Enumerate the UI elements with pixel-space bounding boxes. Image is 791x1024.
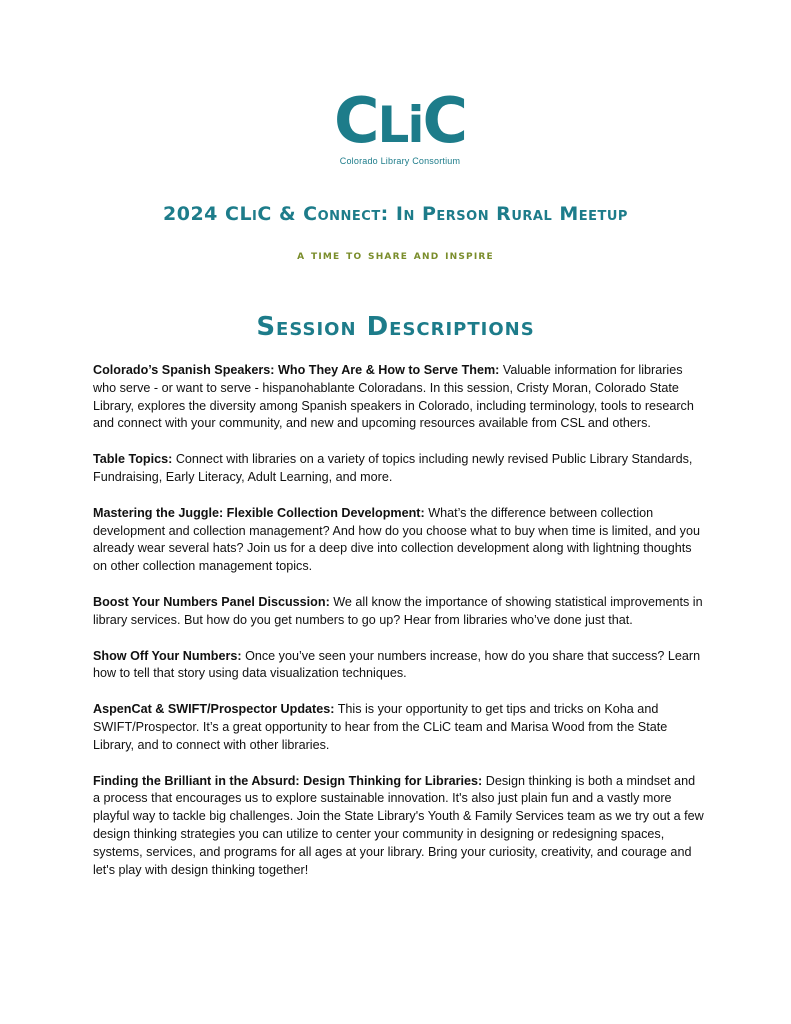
session-spanish-speakers (93, 362, 705, 433)
event-tagline: a time to share and inspire (297, 248, 494, 263)
session-name: Table Topics: (93, 452, 173, 467)
clic-logo (320, 84, 480, 168)
session-name: Colorado’s Spanish Speakers: Who They Are & How to Serve Them: (93, 363, 500, 377)
session-design-thinking (93, 773, 705, 880)
session-name: AspenCat & SWIFT/Prospector Updates: (93, 702, 335, 717)
session-collection-development (93, 505, 705, 576)
session-name: Boost Your Numbers Panel Discussion: (93, 594, 330, 609)
session-description: We all know the importance of showing statistical improvements in library services. But how do you get numbers to go up? Hear from libraries who’ve done just that. (93, 594, 703, 627)
session-name: Finding the Brilliant in the Absurd: Design Thinking for Libraries: (93, 773, 483, 788)
section-title: Session Descriptions (256, 312, 535, 342)
session-description: Design thinking is both a mindset and a process that encourages us to explore sustainable innovation. It's also just plain fun and a vastly more playful way to tackle big challenges. Join the State Library's Youth & Family Services team as we try out a few design thinking strategies you can utilize to center your community in designing or redesigning spaces, systems, services, and programs for all ages at your library. Bring your curiosity, creativity, and courage and let's play with design thinking together! (93, 773, 704, 877)
logo-wordmark: CLiC (333, 84, 467, 157)
session-list (93, 362, 705, 897)
session-show-off-numbers (93, 648, 705, 684)
session-boost-numbers (93, 594, 705, 630)
session-name: Show Off Your Numbers: (93, 648, 242, 663)
session-description: Valuable information for libraries who serve - or want to serve - hispanohablante Coloradans. In this session, Cristy Moran, Colorado State Library, explores the diversity among Spanish speakers in Colorado, including terminology, tools to research and connect with your community, and new and upcoming resources available from CSL and others. (93, 363, 694, 431)
session-description: Connect with libraries on a variety of topics including newly revised Public Library Standards, Fundraising, Early Literacy, Adult Learning, and more. (93, 452, 693, 484)
session-aspencat-updates (93, 701, 705, 754)
event-title: 2024 CLiC & Connect: In Person Rural Meetup (163, 203, 628, 225)
session-table-topics (93, 451, 705, 487)
session-name: Mastering the Juggle: Flexible Collection Development: (93, 505, 425, 520)
session-description: What’s the difference between collection development and collection management? And how do you choose what to buy when time is limited, and you already wear several hats? Join us for a deep dive into collection development along with lightning thoughts on other collection management topics. (93, 505, 700, 574)
logo-subtitle: Colorado Library Consortium (339, 156, 461, 166)
session-description: This is your opportunity to get tips and tricks on Koha and SWIFT/Prospector. It’s a great opportunity to hear from the CLiC team and Marisa Wood from the State Library, and to connect with other libraries. (93, 702, 668, 752)
session-description: Once you’ve seen your numbers increase, how do you share that success? Learn how to tell that story using data visualization techniques. (93, 648, 701, 681)
